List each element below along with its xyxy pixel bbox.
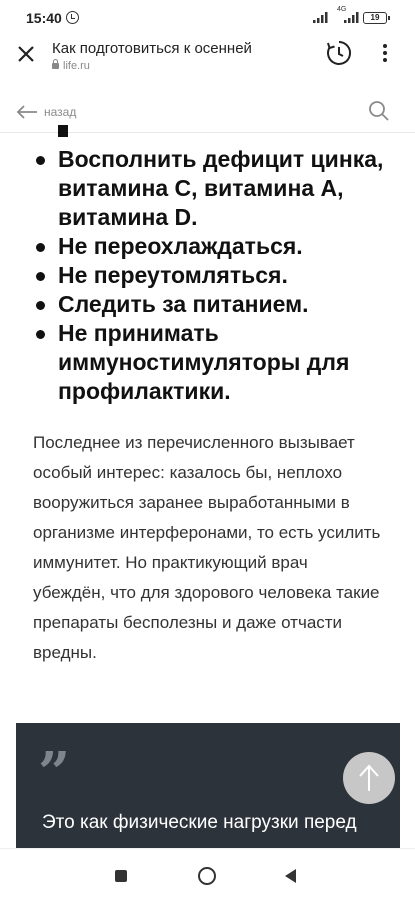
quote-mark-icon: ”: [38, 740, 71, 806]
list-item: [0, 232, 415, 261]
list-item-text: Следить за питанием.: [58, 291, 309, 317]
arrow-left-icon: [16, 105, 38, 119]
bullet-icon: [36, 301, 45, 310]
network-type-label: 4G: [337, 6, 347, 13]
list-item: [0, 145, 415, 232]
signal-icon: [344, 12, 360, 23]
close-icon: [16, 44, 36, 64]
list-item-text: Не переохлаждаться.: [58, 233, 303, 259]
alarm-icon: [66, 11, 79, 24]
more-options-button[interactable]: [380, 44, 390, 66]
scroll-to-top-button[interactable]: [343, 752, 395, 804]
history-icon: [325, 39, 353, 67]
bullet-icon: [36, 243, 45, 252]
list-item-text: Не принимать иммуностимуляторы для профилактики.: [58, 320, 350, 404]
list-item: [0, 319, 415, 406]
list-item-text: Восполнить дефицит цинка, витамина C, витамина A, витамина D.: [58, 146, 384, 230]
list-item-text: Не переутомляться.: [58, 262, 288, 288]
bullet-icon: [36, 272, 45, 281]
status-bar: [0, 0, 415, 36]
close-button[interactable]: [14, 42, 38, 66]
battery-icon: 19: [363, 12, 387, 24]
history-button[interactable]: [325, 39, 353, 67]
back-icon[interactable]: [285, 869, 296, 883]
back-label: назад: [44, 105, 77, 119]
article-body: [0, 133, 415, 848]
article-paragraph: Последнее из перечисленного вызывает особый интерес: казалось бы, неплохо вооружиться заранее выработанными в организме интерферонами, то есть усилить иммунитет. Но практикующий врач убеждён, что для здорового человека такие препараты бесполезны и даже отчасти вредны.: [33, 433, 381, 662]
page-title: Как подготовиться к осенней: [52, 40, 252, 57]
list-item: [0, 290, 415, 319]
browser-toolbar: [0, 36, 415, 82]
bullet-icon: [36, 330, 45, 339]
status-time: 15:40: [26, 10, 62, 26]
clipped-previous-line: [58, 125, 178, 135]
back-button[interactable]: [16, 102, 76, 122]
lock-icon: [52, 63, 59, 69]
signal-icon: [313, 12, 329, 23]
search-icon: [367, 99, 391, 123]
quote-text: Это как физические нагрузки перед: [42, 812, 357, 833]
more-vertical-icon: [383, 44, 387, 48]
system-navigation-bar: [0, 848, 415, 901]
home-icon[interactable]: [198, 867, 216, 885]
arrow-up-icon: [358, 763, 380, 793]
bullet-icon: [36, 156, 45, 165]
recommendation-list: [0, 145, 415, 406]
url-display[interactable]: [52, 60, 90, 72]
search-button[interactable]: [367, 99, 391, 123]
recents-icon[interactable]: [115, 870, 127, 882]
list-item: [0, 261, 415, 290]
url-text: life.ru: [63, 60, 90, 72]
quote-block: [16, 723, 400, 863]
